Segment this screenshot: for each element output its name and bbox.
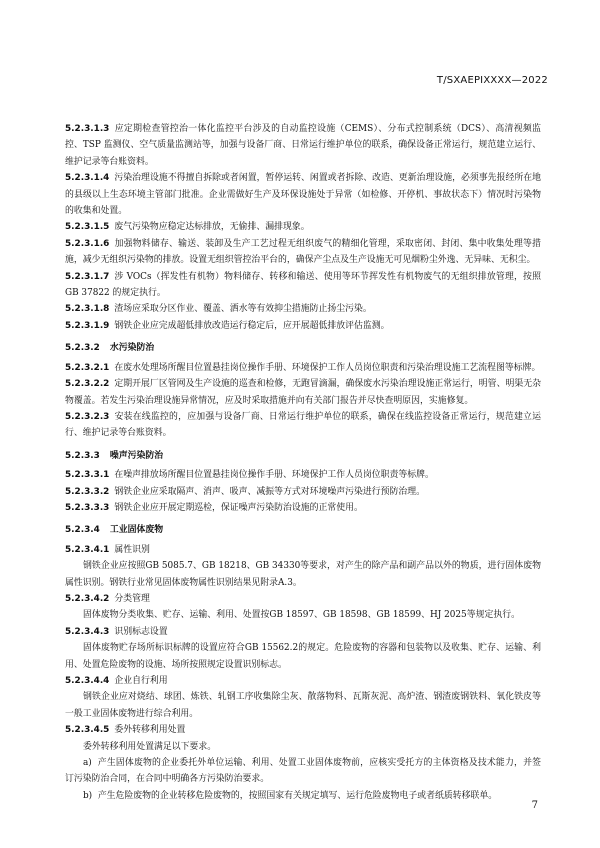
clause-5-2-3-1-7: 5.2.3.1.7 涉 VOCs（挥发性有机物）物料储存、转移和输送、使用等环节挥发性有机物废气的无组织排放管理，按照 GB 37822 的规定执行。 [65,271,541,299]
clause-5-2-3-3-2: 5.2.3.3.2 钢铁企业应采取隔声、消声、吸声、减振等方式对环境噪声污染进行预防治理。 [65,486,425,497]
subheading-5-2-3-4-2: 5.2.3.4.2 分类管理 [65,593,150,604]
subheading-5-2-3-4-4: 5.2.3.4.4 企业自行利用 [65,676,168,686]
clause-5-2-3-2-1: 5.2.3.2.1 在废水处理场所醒目位置悬挂岗位操作手册、环境保护工作人员岗位职责和污染治理设施工艺流程图等标牌。 [65,362,541,373]
paragraph-5-2-3-4-1: 钢铁企业应按照GB 5085.7、GB 18218、GB 34330等要求，对产生的除产品和副产品以外的物质，进行固体废物属性识别。钢铁行业常见固体废物属性识别结果见附录A.3。 [65,561,541,588]
paragraph-5-2-3-4-4: 钢铁企业应对烧结、球团、炼铁、轧钢工序收集除尘灰、散落物料、瓦斯灰泥、高炉渣、钢渣废钢铁料、氧化铁皮等一般工业固体废物进行综合利用。 [65,692,541,719]
clause-5-2-3-3-1: 5.2.3.3.1 在噪声排放场所醒目位置悬挂岗位操作手册、环境保护工作人员岗位职责等标牌。 [65,470,434,481]
clause-5-2-3-3-3: 5.2.3.3.3 钢铁企业应开展定期巡检，保证噪声污染防治设施的正常使用。 [65,502,363,513]
paragraph-5-2-3-4-2: 固体废物分类收集、贮存、运输、利用、处置按GB 18597、GB 18598、GB 18599、HJ 2025等规定执行。 [83,610,520,621]
clause-5-2-3-2-2: 5.2.3.2.2 定期开展厂区管网及生产设施的巡查和检修，无跑冒滴漏，确保废水污染治理设施正常运行，明管、明渠无杂物覆盖。若发生污染治理设施异常情况，应及时采取措施并向有关部门报告并尽快查明原因，实施修复。 [65,379,541,406]
list-item-a: a) 产生固体废物的企业委托外单位运输、利用、处置工业固体废物前，应核实受托方的主体资格及技术能力，并签订污染防治合同，在合同中明确各方污染防治要求。 [65,758,541,785]
subheading-5-2-3-4-3: 5.2.3.4.3 识别标志设置 [65,626,168,637]
paragraph-5-2-3-4-3: 固体废物贮存场所标识标牌的设置应符合GB 15562.2的规定。危险废物的容器和包装物以及收集、贮存、运输、利用、处置危险废物的设施、场所按照规定设置识别标志。 [65,643,541,670]
clause-5-2-3-1-3: 5.2.3.1.3 应定期检查管控治一体化监控平台涉及的自动监控设施（CEMS）、分布式控制系统（DCS）、高清视频监控、TSP 监测仪、空气质量监测站等，加强与设备厂商、日常运行维护单位的联系，确保设备正常运行，规范建立运行、维护记录等台账资料。 [65,124,541,167]
clause-5-2-3-1-9: 5.2.3.1.9 钢铁企业应完成超低排放改造运行稳定后，应开展超低排放评估监测。 [65,320,390,331]
document-code: T/SXAEPIXXXX—2022 [436,75,548,86]
page-number: 7 [531,800,538,811]
clause-5-2-3-1-8: 5.2.3.1.8 渣场应采取分区作业、覆盖、洒水等有效抑尘措施防止扬尘污染。 [65,304,372,315]
clause-5-2-3-1-4: 5.2.3.1.4 污染治理设施不得擅自拆除或者闲置，暂停运转、闲置或者拆除、改造、更新治理设施，必须事先报经所在地的县级以上生态环境主管部门批准。企业需做好生产及环保设施处于异常（如检修、开停机、事故状态下）情况时污染物的收集和处置。 [65,173,541,217]
clause-5-2-3-1-5: 5.2.3.1.5 废气污染物应稳定达标排放，无偷排、漏排现象。 [65,222,310,233]
list-item-b: b) 产生危险废物的企业转移危险废物的，按照国家有关规定填写、运行危险废物电子或者纸质转移联单。 [83,790,498,801]
section-heading-water: 5.2.3.2 水污染防治 [65,343,155,354]
subheading-5-2-3-4-1: 5.2.3.4.1 属性识别 [65,544,150,555]
section-heading-noise: 5.2.3.3 噪声污染防治 [65,450,164,461]
document-body [65,121,541,804]
clause-5-2-3-2-3: 5.2.3.2.3 安装在线监控的，应加强与设备厂商、日常运行维护单位的联系，确保在线监控设备正常运行，规范建立运行、维护记录等台账资料。 [65,411,541,439]
clause-5-2-3-1-6: 5.2.3.1.6 加强物料储存、输送、装卸及生产工艺过程无组织废气的精细化管理，采取密闭、封闭、集中收集处理等措施，减少无组织污染物的排放。设置无组织管控治平台的，确保产尘点及生产设施无可见烟粉尘外逸、无异味、无积尘。 [65,238,541,266]
section-heading-solid-waste: 5.2.3.4 工业固体废物 [65,525,164,536]
paragraph-5-2-3-4-5: 委外转移利用处置满足以下要求。 [83,741,217,752]
subheading-5-2-3-4-5: 5.2.3.4.5 委外转移利用处置 [65,725,186,736]
